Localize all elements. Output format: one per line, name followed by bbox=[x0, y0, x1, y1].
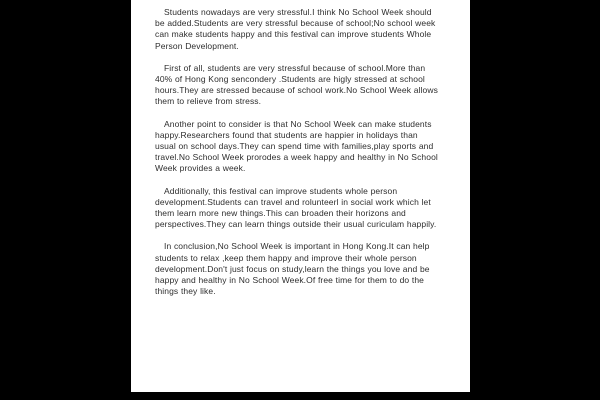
essay-paragraph-intro: Students nowadays are very stressful.I think No School Week should be added.Students are very stressful because of school;No school week can make students happy and this festival can improve students Whole Person Development. bbox=[155, 7, 436, 51]
document-page bbox=[131, 0, 470, 392]
essay-paragraph-first: First of all, students are very stressful because of school.More than 40% of Hong Kong sencondery .Students are higly stressed at school hours.They are stressed because of school work.No School Week allows them to relieve from stress. bbox=[155, 62, 438, 107]
essay-paragraph-additional: Additionally, this festival can improve students whole person development.Students can travel and rolunteerl in social work which let them learn more new things.This can broaden their horizons and perspectives.They can learn things outside their usual curiculam happily. bbox=[155, 185, 437, 230]
essay-text-block bbox=[131, 0, 470, 297]
essay-paragraph-another: Another point to consider is that No School Week can make students happy.Researchers found that students are happier in holidays than usual on school days.They can spend time with families,play sports and travel.No School Week prorodes a week happy and healthy in No School Week provides a week. bbox=[155, 118, 438, 174]
essay-paragraph-conclusion: In conclusion,No School Week is important in Hong Kong.It can help students to relax ,keep them happy and improve their whole person development.Don't just focus on study,learn the things you love and be happy and healthy in No School Week.Of free time for them to do the things they like. bbox=[155, 241, 430, 297]
